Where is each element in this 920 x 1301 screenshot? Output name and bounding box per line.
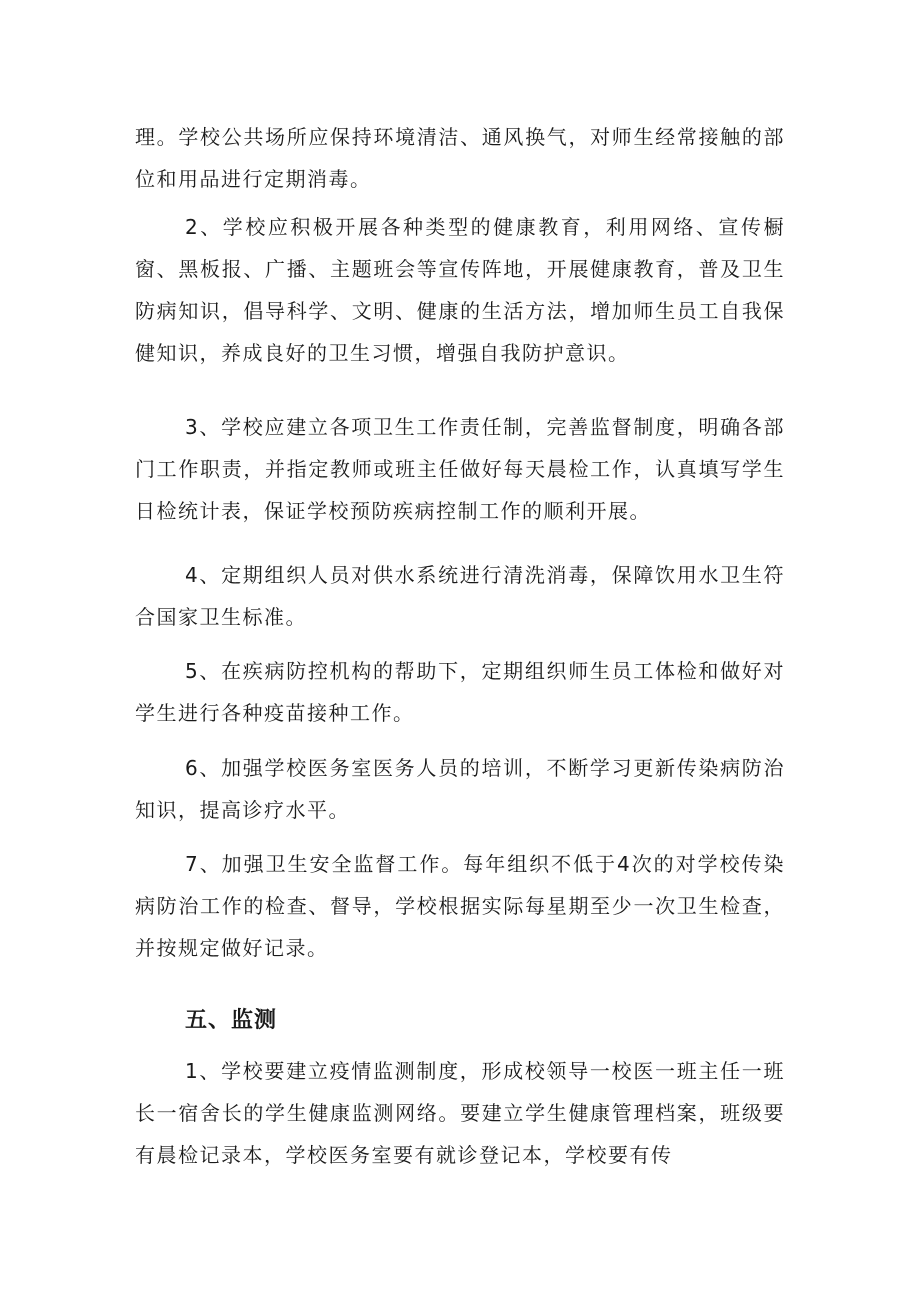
section-heading: 五、监测 (185, 1008, 278, 1033)
paragraph-item-6: 6、加强学校医务室医务人员的培训，不断学习更新传染病防治知识，提高诊疗水平。 (135, 756, 785, 822)
paragraph-continuation: 理。学校公共场所应保持环境清洁、通风换气，对师生经常接触的部位和用品进行定期消毒。 (135, 125, 785, 191)
paragraph-item-7: 7、加强卫生安全监督工作。每年组织不低于4次的对学校传染病防治工作的检查、督导，学校根据实际每星期至少一次卫生检查，并按规定做好记录。 (135, 852, 785, 960)
paragraph-item-2: 2、学校应积极开展各种类型的健康教育，利用网络、宣传橱窗、黑板报、广播、主题班会等宣传阵地，开展健康教育，普及卫生防病知识，倡导科学、文明、健康的生活方法，增加师生员工自我保健知识，养成良好的卫生习惯，增强自我防护意识。 (135, 215, 785, 365)
section-paragraph-1: 1、学校要建立疫情监测制度，形成校领导一校医一班主任一班长一宿舍长的学生健康监测网络。要建立学生健康管理档案，班级要有晨检记录本，学校医务室要有就诊登记本，学校要有传 (135, 1059, 785, 1167)
paragraph-item-3: 3、学校应建立各项卫生工作责任制，完善监督制度，明确各部门工作职责，并指定教师或班主任做好每天晨检工作，认真填写学生日检统计表，保证学校预防疾病控制工作的顺利开展。 (135, 415, 785, 523)
paragraph-item-5: 5、在疾病防控机构的帮助下，定期组织师生员工体检和做好对学生进行各种疫苗接种工作。 (135, 659, 785, 725)
paragraph-item-4: 4、定期组织人员对供水系统进行清洗消毒，保障饮用水卫生符合国家卫生标准。 (135, 563, 785, 629)
